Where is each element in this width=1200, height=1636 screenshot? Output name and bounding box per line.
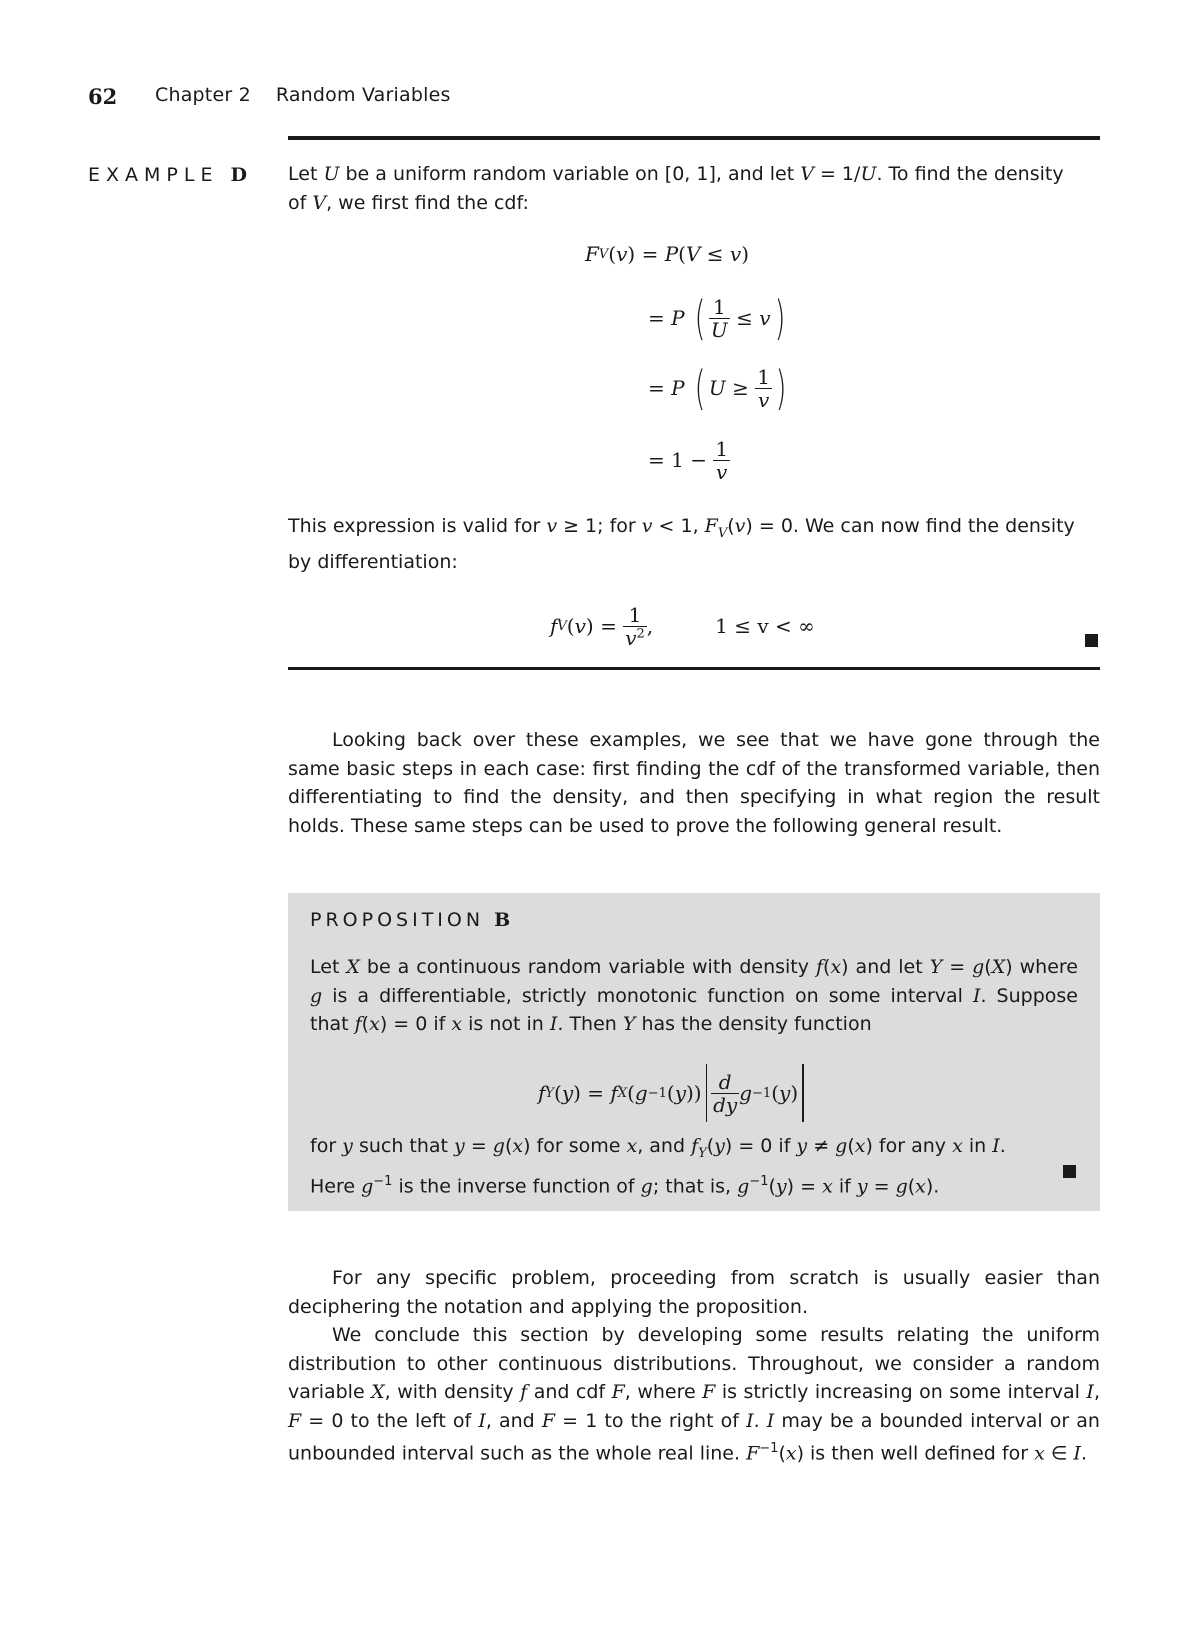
density-equation: f V ( v ) = $\frac{1}{v^2}$ , 1 ≤ v < ∞ <box>550 602 815 650</box>
transformation-formula: f Y ( y ) = f X ( g −1 ( y )) $\frac{d}{dy}$ g −1 ( y ) <box>538 1060 808 1126</box>
example-label: EXAMPLE D <box>88 164 247 186</box>
cdf-line-2: = P ( $\frac{1}{U}$ ≤ v ) <box>648 291 785 345</box>
example-bottom-rule <box>288 667 1100 670</box>
proposition-statement: Let X be a continuous random variable with density f(x) and let Y = g(X) where g is a differentiable, strictly monotonic function on some interval I. Suppose that f(x) = 0 if x is not in I. Then Y has the density function <box>310 956 1078 1035</box>
running-title: Chapter 2 Random Variables <box>155 84 451 106</box>
proposition-conclusion: for y such that y = g(x) for some x, and $f_Y(y) = 0$ if y ≠ g(x) for any x in I. Here $g^{-1}$ is the inverse function of g; that is, $g^{-1}(y) = x$ if y = g(x). <box>310 1135 1006 1198</box>
example-intro: Let U be a uniform random variable on [0, 1], and let V = 1/U. To find the density of V, we first find the cdf: <box>288 163 1064 214</box>
page-number: 62 <box>88 84 118 109</box>
cdf-line-4: = 1 − $\frac{1}{v}$ <box>648 436 729 484</box>
paragraph-conclude-section: We conclude this section by developing some results relating the uniform distribution to other continuous distributions. Throughout, we consider a random variable X, with density f and cdf F, where F is strictly increasing on some interval I, F = 0 to the left of I, and F = 1 to the right of I. I may be a bounded interval or an unbounded interval such as the whole real line. $F^{-1}(x)$ is then well defined for x ∈ I. <box>288 1324 1100 1465</box>
cdf-line-3: = P ( U ≥ $\frac{1}{v}$ ) <box>648 361 787 415</box>
paragraph-specific-problem: For any specific problem, proceeding from scratch is usually easier than deciphering the notation and applying the proposition. <box>288 1267 1100 1318</box>
cdf-line-1: F V ( v ) = P ( V ≤ v ) <box>585 242 750 266</box>
end-of-proposition-icon <box>1063 1165 1076 1178</box>
validity-text: This expression is valid for v ≥ 1; for v < 1, $F_V(v) = 0$. We can now find the density by differentiation: <box>288 515 1075 574</box>
proposition-label: PROPOSITION B <box>310 909 511 931</box>
example-top-rule <box>288 136 1100 140</box>
paragraph-looking-back: Looking back over these examples, we see that we have gone through the same basic steps in each case: first finding the cdf of the transformed variable, then differentiating to find the density, and then specifying in what region the result holds. These same steps can be used to prove the following general result. <box>288 729 1100 837</box>
density-range: 1 ≤ v < ∞ <box>715 614 815 638</box>
end-of-example-icon <box>1085 634 1098 647</box>
